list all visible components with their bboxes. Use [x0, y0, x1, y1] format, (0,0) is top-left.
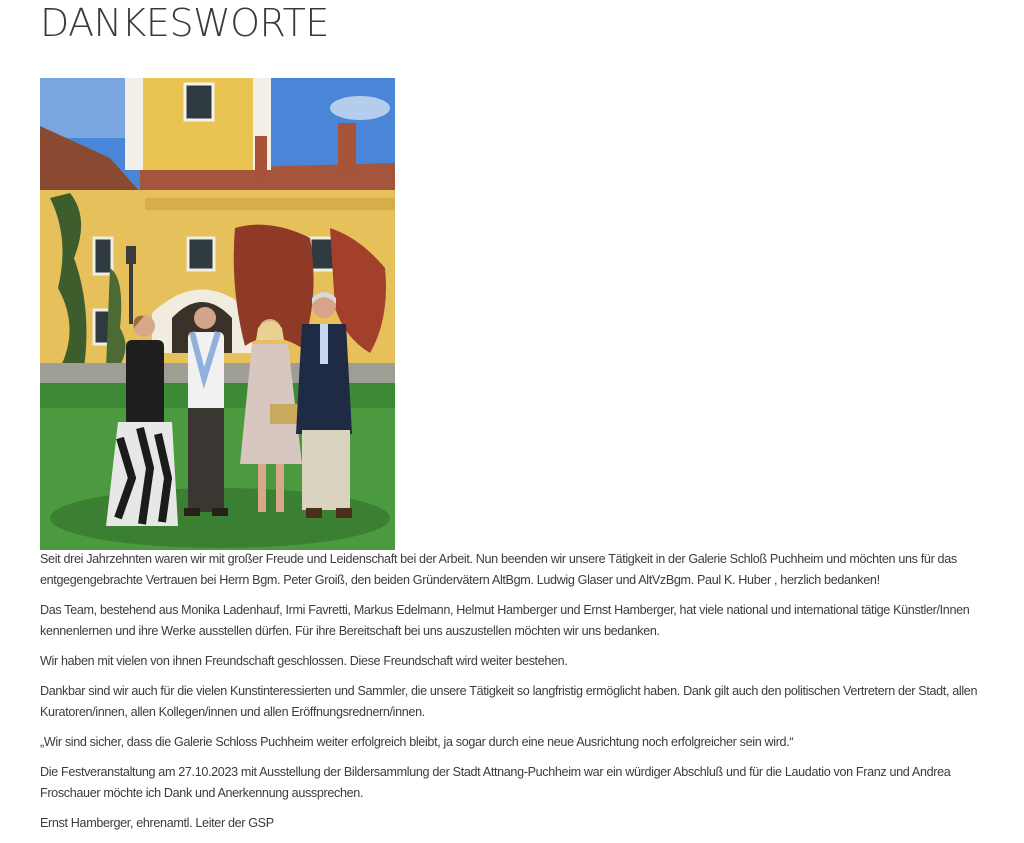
paragraph-friendship: Wir haben mit vielen von ihnen Freundschaft geschlossen. Diese Freundschaft wird weiter bestehen. — [40, 654, 568, 668]
paragraph-team: Das Team, bestehend aus Monika Ladenhauf, Irmi Favretti, Markus Edelmann, Helmut Hamberger und Ernst Hamberger, hat viele national und international tätige Künstler/Innen kennenlernen und ihre Werke ausstellen dürfen. Für ihre Bereitschaft bei uns auszustellen möchten wir uns bedanken. — [40, 603, 970, 638]
paragraph-intro: Seit drei Jahrzehnten waren wir mit großer Freude und Leidenschaft bei der Arbeit. Nun beenden wir unsere Tätigkeit in der Galerie Schloß Puchheim und möchten uns für das entgegengebrachte Vertrauen bei Herrn Bgm. Peter Groiß, den beiden Gründervätern AltBgm. Ludwig Glaser und AltVzBgm. Paul K. Huber , herzlich bedanken! — [40, 552, 957, 587]
paragraph-gratitude: Dankbar sind wir auch für die vielen Kunstinteressierten und Sammler, die unsere Tätigkeit so langfristig ermöglicht haben. Dank gilt auch den politischen Vertretern der Stadt, allen Kuratoren/innen, allen Kollegen/innen und allen Eröffnungsrednern/innen. — [40, 684, 978, 719]
paragraph-event: Die Festveranstaltung am 27.10.2023 mit Ausstellung der Bildersammlung der Stadt Attnang-Puchheim war ein würdiger Abschluß und für die Laudatio von Franz und Andrea Froschauer möchte ich Dank und Anerkennung aussprechen. — [40, 765, 951, 800]
group-photo — [40, 78, 395, 550]
paragraph-quote: „Wir sind sicher, dass die Galerie Schloss Puchheim weiter erfolgreich bleibt, ja sogar durch eine neue Ausrichtung noch erfolgreicher sein wird.“ — [40, 735, 794, 749]
group-photo-image — [40, 78, 395, 550]
page-title: DANKESWORTE — [40, 1, 329, 45]
signature: Ernst Hamberger, ehrenamtl. Leiter der GSP — [40, 816, 274, 830]
article-body — [40, 549, 1000, 843]
